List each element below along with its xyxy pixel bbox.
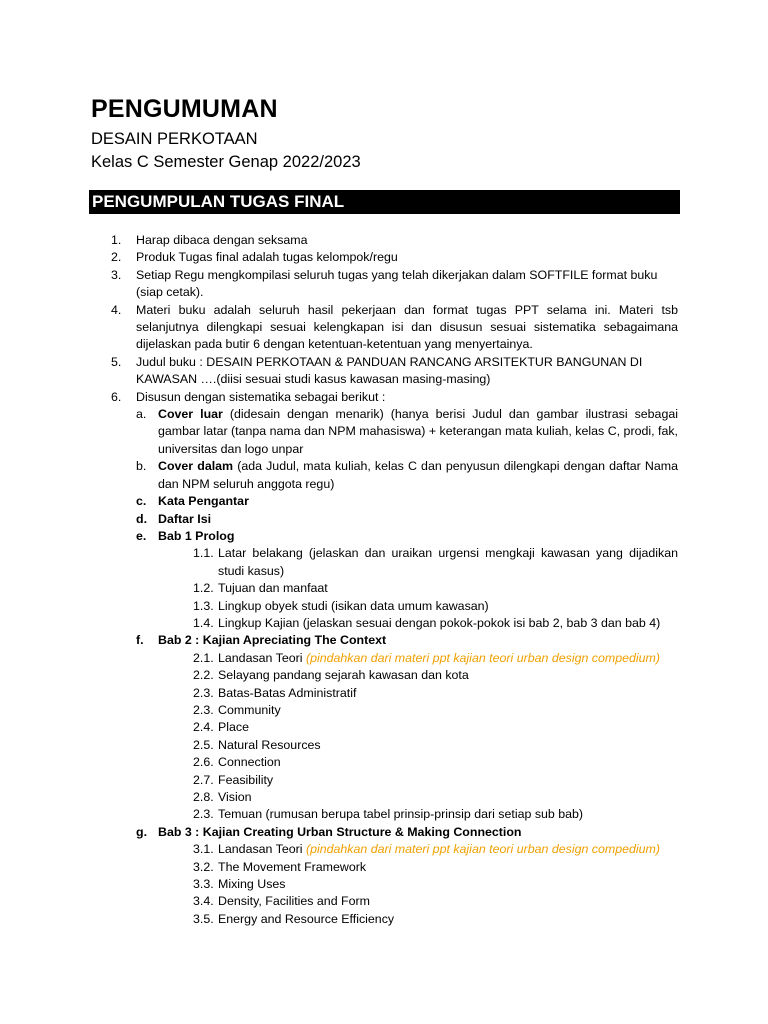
item-number: 1. (111, 233, 122, 247)
section-text: Lingkup obyek studi (isikan data umum kawasan) (218, 598, 489, 613)
class-semester: Kelas C Semester Genap 2022/2023 (91, 153, 361, 171)
section-number: 2.4. (193, 720, 214, 735)
list-item (0, 354, 768, 389)
list-item (0, 249, 768, 266)
sub-item-text (158, 458, 678, 493)
section-number: 2.3. (193, 807, 214, 822)
section-entry (0, 719, 768, 736)
item-number: 3. (111, 267, 122, 282)
section-text: Place (218, 720, 249, 735)
instruction-list (0, 232, 768, 928)
section-number: 2.3. (193, 702, 214, 717)
section-entry (0, 859, 768, 876)
sub-item-desc: (ada Judul, mata kuliah, kelas C dan penyusun dilengkapi dengan daftar Nama dan NPM seluruh anggota regu) (158, 459, 678, 491)
section-text: Community (218, 702, 281, 717)
sub-item-letter: f. (136, 633, 144, 648)
section-number: 1.1. (193, 546, 214, 561)
sub-item-heading: Cover dalam (158, 459, 234, 474)
sub-item-cover-dalam (0, 458, 768, 493)
section-number: 3.2. (193, 859, 214, 874)
item-number: 2. (111, 250, 122, 265)
section-text: Density, Facilities and Form (218, 894, 370, 909)
section-number: 3.3. (193, 877, 214, 892)
section-text (218, 650, 768, 667)
section-entry (0, 841, 768, 858)
item-number: 4. (111, 302, 122, 317)
section-entry (0, 580, 768, 597)
section-entry (0, 876, 768, 893)
item-text: Judul buku : DESAIN PERKOTAAN & PANDUAN RANCANG ARSITEKTUR BANGUNAN DI KAWASAN ….(diisi sesuai studi kasus kawasan masing-masing) (136, 354, 643, 387)
section-banner (89, 190, 680, 214)
section-text: Tujuan dan manfaat (218, 581, 328, 596)
list-item (0, 302, 768, 354)
section-number: 2.3. (193, 685, 214, 700)
section-label: Landasan Teori (218, 650, 306, 665)
list-item (0, 232, 768, 249)
section-entry (0, 789, 768, 806)
section-entry (0, 754, 768, 771)
section-text: Energy and Resource Efficiency (218, 911, 395, 926)
sub-item-letter: g. (136, 824, 148, 839)
section-note: (pindahkan dari materi ppt kajian teori urban design compedium) (305, 842, 660, 857)
sub-item-desc: (didesain dengan menarik) (hanya berisi Judul dan gambar ilustrasi sebagai gambar latar (tanpa nama dan NPM mahasiswa) + keterangan mata kuliah, kelas C, prodi, fak, universitas dan logo unpar (158, 407, 678, 456)
item-number: 5. (111, 354, 122, 369)
section-text: Selayang pandang sejarah kawasan dan kota (218, 668, 469, 683)
sub-item-heading: Kata Pengantar (158, 494, 249, 509)
sub-item-heading: Cover luar (158, 407, 223, 422)
section-text: Lingkup Kajian (jelaskan sesuai dengan pokok-pokok isi bab 2, bab 3 dan bab 4) (218, 615, 661, 630)
section-text (218, 841, 768, 858)
sub-item-letter: d. (136, 511, 148, 526)
section-entry (0, 893, 768, 910)
sub-item-heading: Bab 2 : Kajian Apreciating The Context (158, 633, 387, 648)
page-title: PENGUMUMAN (91, 95, 278, 123)
section-number: 1.4. (193, 615, 214, 630)
section-number: 2.7. (193, 772, 214, 787)
sub-item-heading: Bab 1 Prolog (158, 528, 235, 543)
section-entry (0, 545, 768, 580)
section-number: 2.2. (193, 668, 214, 683)
section-text: Latar belakang (jelaskan dan uraikan urgensi mengkaji kawasan yang dijadikan studi kasus) (218, 546, 678, 578)
sub-item-cover-luar (0, 406, 768, 458)
sub-item-kata-pengantar (0, 493, 768, 510)
section-entry (0, 650, 768, 667)
sub-item-letter: b. (136, 459, 147, 474)
section-number: 2.1. (193, 650, 214, 665)
item-text: Produk Tugas final adalah tugas kelompok/regu (136, 250, 398, 265)
sub-item-heading: Bab 3 : Kajian Creating Urban Structure & Making Connection (158, 824, 522, 839)
sub-item-letter: a. (136, 407, 147, 422)
item-text: Setiap Regu mengkompilasi seluruh tugas yang telah dikerjakan dalam SOFTFILE format buku (siap cetak). (136, 267, 658, 300)
section-note: (pindahkan dari materi ppt kajian teori urban design compedium) (305, 650, 660, 665)
section-text: Batas-Batas Administratif (218, 685, 357, 700)
section-entry (0, 615, 768, 632)
course-name: DESAIN PERKOTAAN (91, 130, 258, 148)
section-text: Vision (218, 790, 252, 804)
section-entry (0, 702, 768, 719)
section-entry (0, 598, 768, 615)
section-number: 2.8. (193, 790, 214, 804)
section-entry (0, 911, 768, 928)
sub-item-letter: c. (136, 494, 147, 509)
sub-item-bab-1 (0, 528, 768, 545)
sub-item-letter: e. (136, 528, 147, 543)
item-text: Materi buku adalah seluruh hasil pekerjaan dan format tugas PPT selama ini. Materi tsb selanjutnya dilengkapi sesuai kelengkapan isi dan disusun sesuai sistematika sebagaimana dijelaskan pada butir 6 dengan ketentuan-ketentuan yang menyertainya. (136, 302, 678, 352)
section-text: Temuan (rumusan berupa tabel prinsip-prinsip dari setiap sub bab) (218, 807, 584, 822)
section-text: Mixing Uses (218, 877, 286, 892)
section-label: Landasan Teori (218, 842, 306, 857)
section-number: 1.3. (193, 598, 214, 613)
section-entry (0, 667, 768, 684)
section-text: Connection (218, 755, 281, 770)
section-text: Feasibility (218, 772, 274, 787)
sub-item-bab-2 (0, 632, 768, 649)
section-number: 1.2. (193, 581, 214, 596)
item-number: 6. (111, 389, 122, 404)
item-text: Harap dibaca dengan seksama (136, 233, 308, 247)
section-entry (0, 772, 768, 789)
section-text: Natural Resources (218, 737, 321, 752)
section-entry (0, 806, 768, 823)
section-entry (0, 685, 768, 702)
section-title: PENGUMPULAN TUGAS FINAL (92, 192, 345, 211)
section-number: 3.1. (193, 842, 214, 857)
sub-item-heading: Daftar Isi (158, 511, 212, 526)
section-text: The Movement Framework (218, 859, 367, 874)
section-number: 3.5. (193, 911, 214, 926)
sub-item-text (158, 406, 678, 458)
sub-item-bab-3 (0, 824, 768, 841)
list-item (0, 267, 768, 302)
section-number: 2.5. (193, 737, 214, 752)
section-number: 2.6. (193, 755, 214, 770)
list-item (0, 389, 768, 406)
section-number: 3.4. (193, 894, 214, 909)
item-text: Disusun dengan sistematika sebagai berikut : (136, 389, 386, 404)
section-entry (0, 737, 768, 754)
sub-item-daftar-isi (0, 511, 768, 528)
